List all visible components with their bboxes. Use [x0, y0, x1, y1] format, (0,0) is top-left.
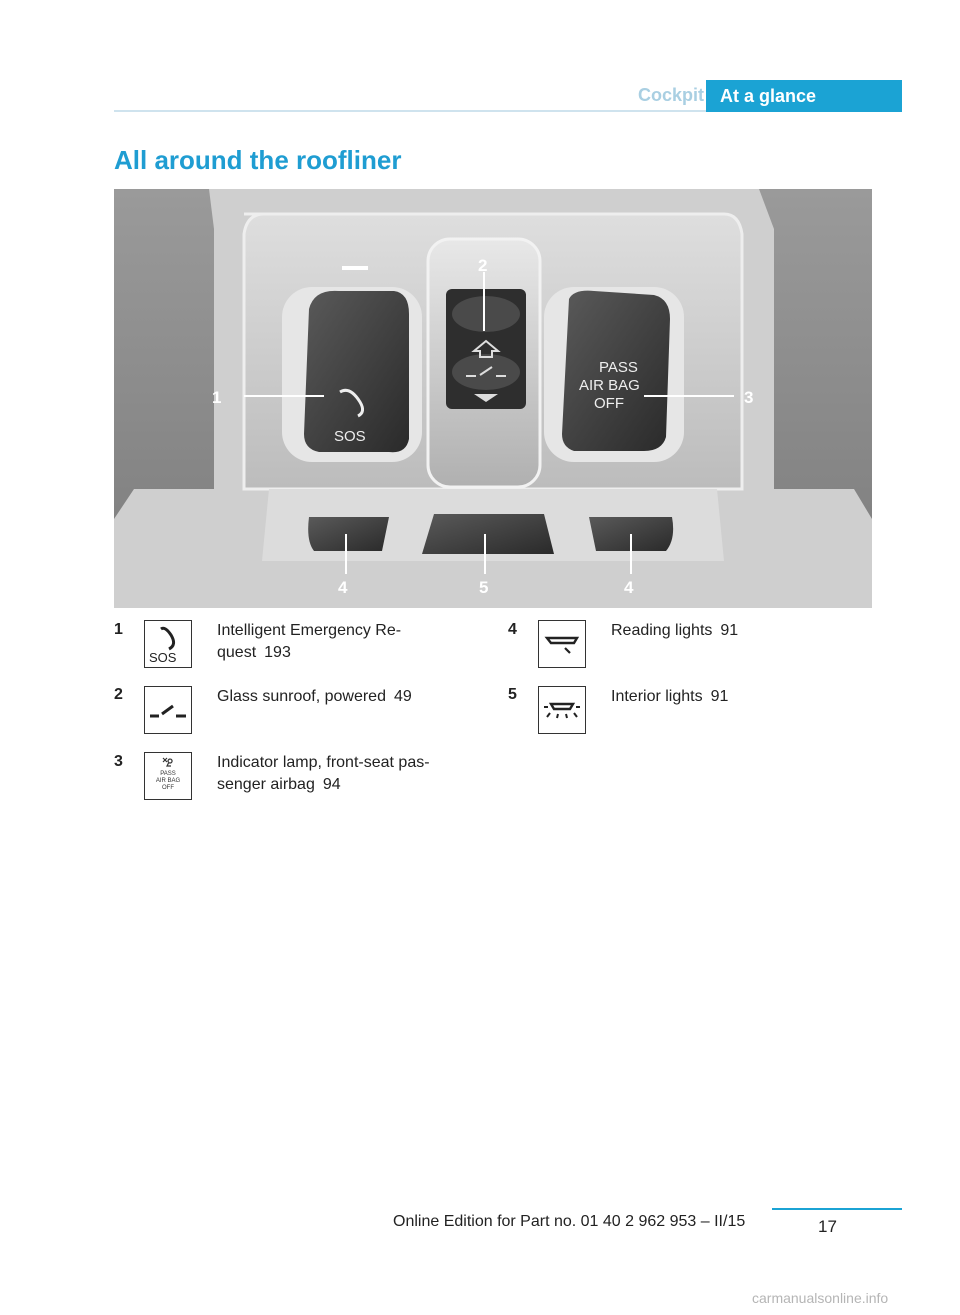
figure-sos-label: SOS — [334, 428, 366, 445]
roofliner-illustration — [114, 189, 872, 608]
chapter-tab: At a glance — [706, 80, 902, 112]
figure-airbag-line1: PASS — [599, 359, 638, 376]
callout-5: 5 — [479, 578, 489, 597]
legend-text-2: Glass sunroof, powered 49 — [217, 688, 412, 705]
airbag-off-icon — [145, 753, 191, 799]
page-ref-4[interactable]: 91 — [720, 622, 739, 639]
svg-text:AIR BAG: AIR BAG — [155, 778, 181, 784]
callout-1: 1 — [212, 388, 222, 407]
svg-text:OFF: OFF — [162, 785, 174, 791]
page-number: 17 — [818, 1217, 837, 1236]
legend-icon-box-2 — [144, 686, 192, 734]
legend-num-3: 3 — [114, 753, 123, 770]
svg-text:PASS: PASS — [160, 771, 176, 777]
legend-icon-box-4 — [538, 620, 586, 668]
sunroof-icon — [145, 687, 191, 733]
svg-text:SOS: SOS — [149, 650, 177, 665]
sos-phone-icon — [145, 621, 191, 667]
legend-text-4: Reading lights 91 — [611, 622, 739, 639]
legend-num-4: 4 — [508, 621, 517, 638]
legend-text-1: Intelligent Emergency Re- quest 193 — [217, 622, 402, 661]
figure-airbag-line3: OFF — [594, 395, 624, 412]
callout-2: 2 — [478, 256, 488, 275]
legend-text-5: Interior lights 91 — [611, 688, 729, 705]
page-ref-5[interactable]: 91 — [710, 688, 729, 705]
callout-4-left: 4 — [338, 578, 348, 597]
page-ref-1[interactable]: 193 — [264, 644, 291, 661]
legend-icon-box-5 — [538, 686, 586, 734]
legend-icon-box-3 — [144, 752, 192, 800]
footer-rule — [772, 1208, 902, 1210]
page-title: All around the roofliner — [114, 145, 402, 175]
callout-4-right: 4 — [624, 578, 634, 597]
legend-num-2: 2 — [114, 686, 123, 703]
watermark: carmanualsonline.info — [752, 1290, 889, 1306]
edition-note: Online Edition for Part no. 01 40 2 962 953 – II/15 — [393, 1213, 746, 1230]
legend-num-5: 5 — [508, 686, 517, 703]
legend-text-3: Indicator lamp, front-seat pas- senger airbag 94 — [217, 754, 430, 793]
page-ref-2[interactable]: 49 — [393, 688, 412, 705]
legend-num-1: 1 — [114, 621, 123, 638]
callout-3: 3 — [744, 388, 754, 407]
legend-icon-box-1 — [144, 620, 192, 668]
figure-airbag-line2: AIR BAG — [579, 377, 640, 394]
interior-light-icon — [539, 687, 585, 733]
reading-light-icon — [539, 621, 585, 667]
section-label: Cockpit — [637, 85, 704, 105]
page-ref-3[interactable]: 94 — [322, 776, 341, 793]
